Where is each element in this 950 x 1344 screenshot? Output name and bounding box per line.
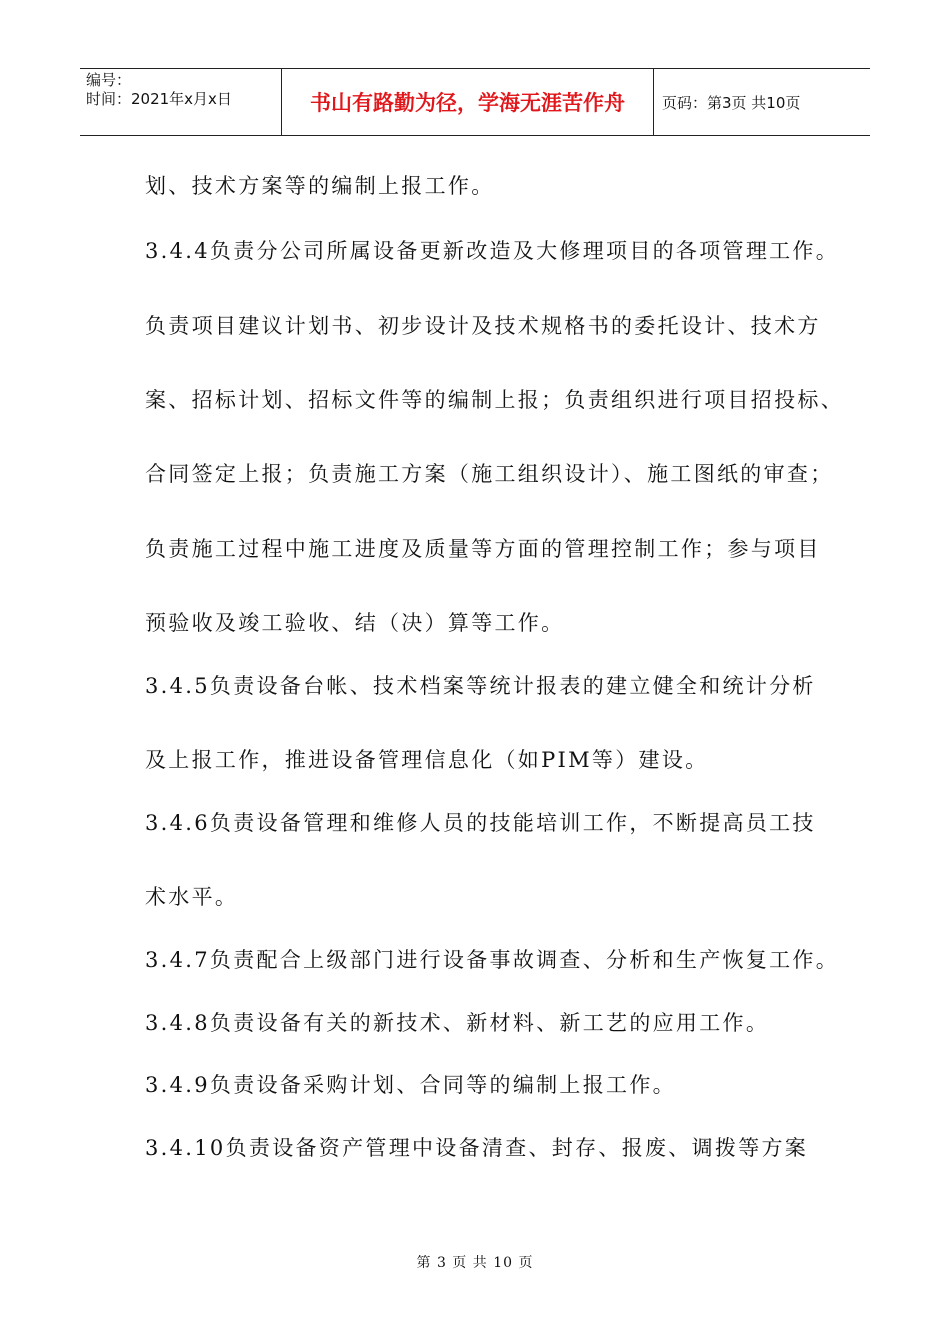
- body-line: 预验收及竣工验收、结（决）算等工作。: [145, 611, 565, 635]
- body-line: 划、技术方案等的编制上报工作。: [145, 174, 495, 198]
- document-number-label: 编号：: [86, 71, 132, 89]
- page-header: [80, 68, 870, 136]
- body-line: 负责项目建议计划书、初步设计及技术规格书的委托设计、技术方: [145, 314, 821, 338]
- body-line: 3.4.4负责分公司所属设备更新改造及大修理项目的各项管理工作。: [145, 239, 840, 263]
- header-page-info: 页码：第3页 共10页: [662, 93, 801, 112]
- body-line: 3.4.7负责配合上级部门进行设备事故调查、分析和生产恢复工作。: [145, 948, 840, 972]
- body-line: 3.4.8负责设备有关的新技术、新材料、新工艺的应用工作。: [145, 1011, 770, 1035]
- body-line: 负责施工过程中施工进度及质量等方面的管理控制工作；参与项目: [145, 537, 821, 561]
- page-footer: 第 3 页 共 10 页: [416, 1255, 534, 1271]
- body-line: 3.4.6负责设备管理和维修人员的技能培训工作，不断提高员工技: [145, 811, 816, 835]
- body-line: 3.4.10负责设备资产管理中设备清查、封存、报废、调拨等方案: [145, 1136, 809, 1160]
- header-motto: 书山有路勤为径，学海无涯苦作舟: [282, 69, 654, 135]
- body-line: 案、招标计划、招标文件等的编制上报；负责组织进行项目招投标、: [145, 388, 844, 412]
- body-line: 3.4.5负责设备台帐、技术档案等统计报表的建立健全和统计分析: [145, 674, 816, 698]
- body-line: 合同签定上报；负责施工方案（施工组织设计）、施工图纸的审查；: [145, 462, 834, 486]
- header-meta: [80, 69, 282, 135]
- document-date: 时间：2021年x月x日: [86, 90, 232, 108]
- body-line: 及上报工作，推进设备管理信息化（如PIM等）建设。: [145, 748, 709, 772]
- body-line: 3.4.9负责设备采购计划、合同等的编制上报工作。: [145, 1073, 676, 1097]
- body-line: 术水平。: [145, 885, 239, 909]
